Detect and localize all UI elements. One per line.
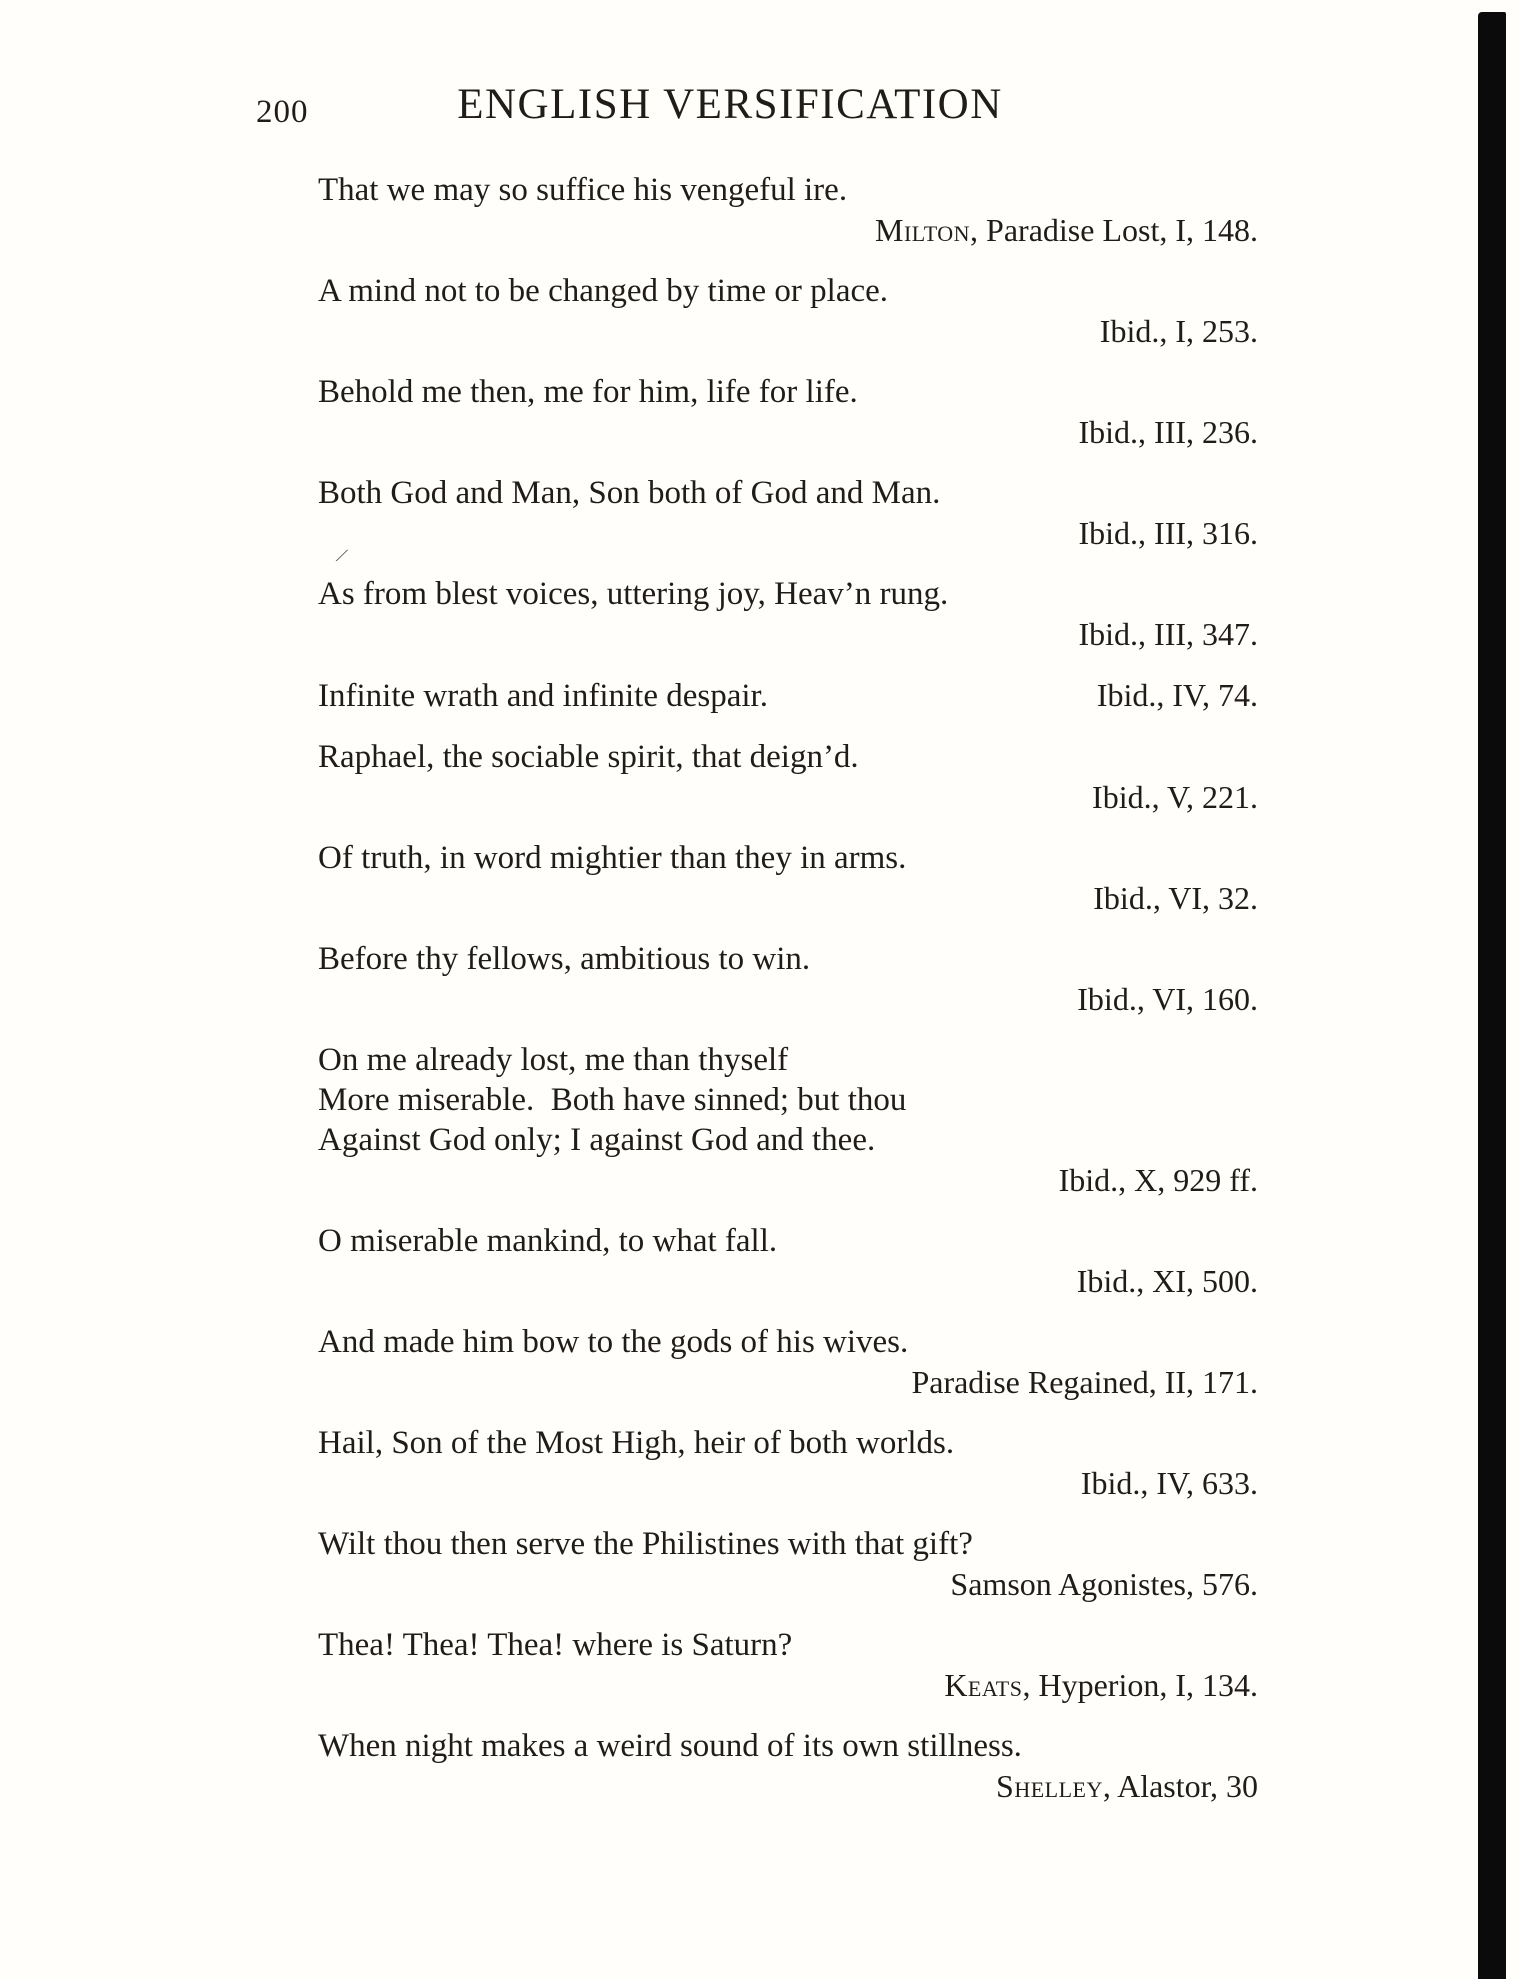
quotation-entry	[318, 473, 1258, 553]
quote-line: Of truth, in word mightier than they in arms.	[318, 840, 907, 876]
quotation-entry	[318, 939, 1258, 1019]
quotation-entry	[318, 838, 1258, 918]
quotation-entry	[318, 170, 1258, 250]
quote-line: When night makes a weird sound of its own stillness.	[318, 1728, 1022, 1764]
quotation-entry	[318, 271, 1258, 351]
quote-line: Wilt thou then serve the Philistines with that gift?	[318, 1526, 973, 1562]
quotation-entry	[318, 1524, 1258, 1604]
citation: Ibid., III, 316.	[1078, 515, 1258, 551]
scan-artifact-mark: ⁄	[338, 544, 346, 568]
citation: Ibid., X, 929 ff.	[1058, 1162, 1258, 1198]
citation: Ibid., VI, 32.	[1093, 880, 1258, 916]
citation-author: Milton	[875, 212, 971, 248]
citation: Ibid., V, 221.	[1092, 779, 1258, 815]
citation: Ibid., IV, 74.	[1096, 677, 1258, 713]
quotation-entry	[318, 675, 1258, 716]
quote-line: Against God only; I against God and thee.	[318, 1122, 876, 1158]
citation: Ibid., III, 236.	[1078, 414, 1258, 450]
quotation-entry	[318, 737, 1258, 817]
citation: Milton, Paradise Lost, I, 148.	[875, 212, 1258, 248]
quotation-list	[318, 170, 1258, 1806]
quote-line: Before thy fellows, ambitious to win.	[318, 941, 811, 977]
quotation-entry	[318, 1221, 1258, 1301]
quote-line: Thea! Thea! Thea! where is Saturn?	[318, 1627, 793, 1663]
quotation-entry	[318, 1040, 1258, 1200]
page-header	[0, 0, 1520, 170]
quotation-entry	[318, 1726, 1258, 1806]
citation: Ibid., III, 347.	[1078, 616, 1258, 652]
citation: Keats, Hyperion, I, 134.	[944, 1667, 1258, 1703]
quote-line: And made him bow to the gods of his wives.	[318, 1324, 909, 1360]
quote-line: Both God and Man, Son both of God and Man.	[318, 475, 941, 511]
scan-edge-artifact	[1478, 12, 1506, 1979]
citation: Ibid., I, 253.	[1099, 313, 1258, 349]
quotation-entry	[318, 1322, 1258, 1402]
quote-line: On me already lost, me than thyself	[318, 1042, 789, 1078]
citation-author: Keats	[944, 1667, 1023, 1703]
quote-line: A mind not to be changed by time or place.	[318, 273, 889, 309]
quote-line: More miserable. Both have sinned; but thou	[318, 1082, 907, 1118]
quote-line: That we may so suffice his vengeful ire.	[318, 172, 848, 208]
citation: Ibid., XI, 500.	[1076, 1263, 1258, 1299]
quotation-entry	[318, 1625, 1258, 1705]
citation-author: Shelley	[996, 1768, 1103, 1804]
page-title: ENGLISH VERSIFICATION	[457, 81, 1003, 128]
citation: Ibid., VI, 160.	[1077, 981, 1258, 1017]
page-number: 200	[256, 94, 309, 130]
quote-line: Raphael, the sociable spirit, that deign’d.	[318, 739, 859, 775]
citation: Shelley, Alastor, 30	[996, 1768, 1258, 1804]
quotation-entry	[318, 1423, 1258, 1503]
quote-line: Behold me then, me for him, life for life.	[318, 374, 858, 410]
quotation-entry	[318, 372, 1258, 452]
citation: Samson Agonistes, 576.	[950, 1566, 1258, 1602]
citation: Ibid., IV, 633.	[1080, 1465, 1258, 1501]
quote-line: O miserable mankind, to what fall.	[318, 1223, 778, 1259]
citation: Paradise Regained, II, 171.	[911, 1364, 1258, 1400]
quote-line: Infinite wrath and infinite despair.	[318, 678, 768, 714]
quote-line: Hail, Son of the Most High, heir of both worlds.	[318, 1425, 955, 1461]
quotation-entry	[318, 574, 1258, 654]
quote-line: As from blest voices, uttering joy, Heav’n rung.	[318, 576, 949, 612]
